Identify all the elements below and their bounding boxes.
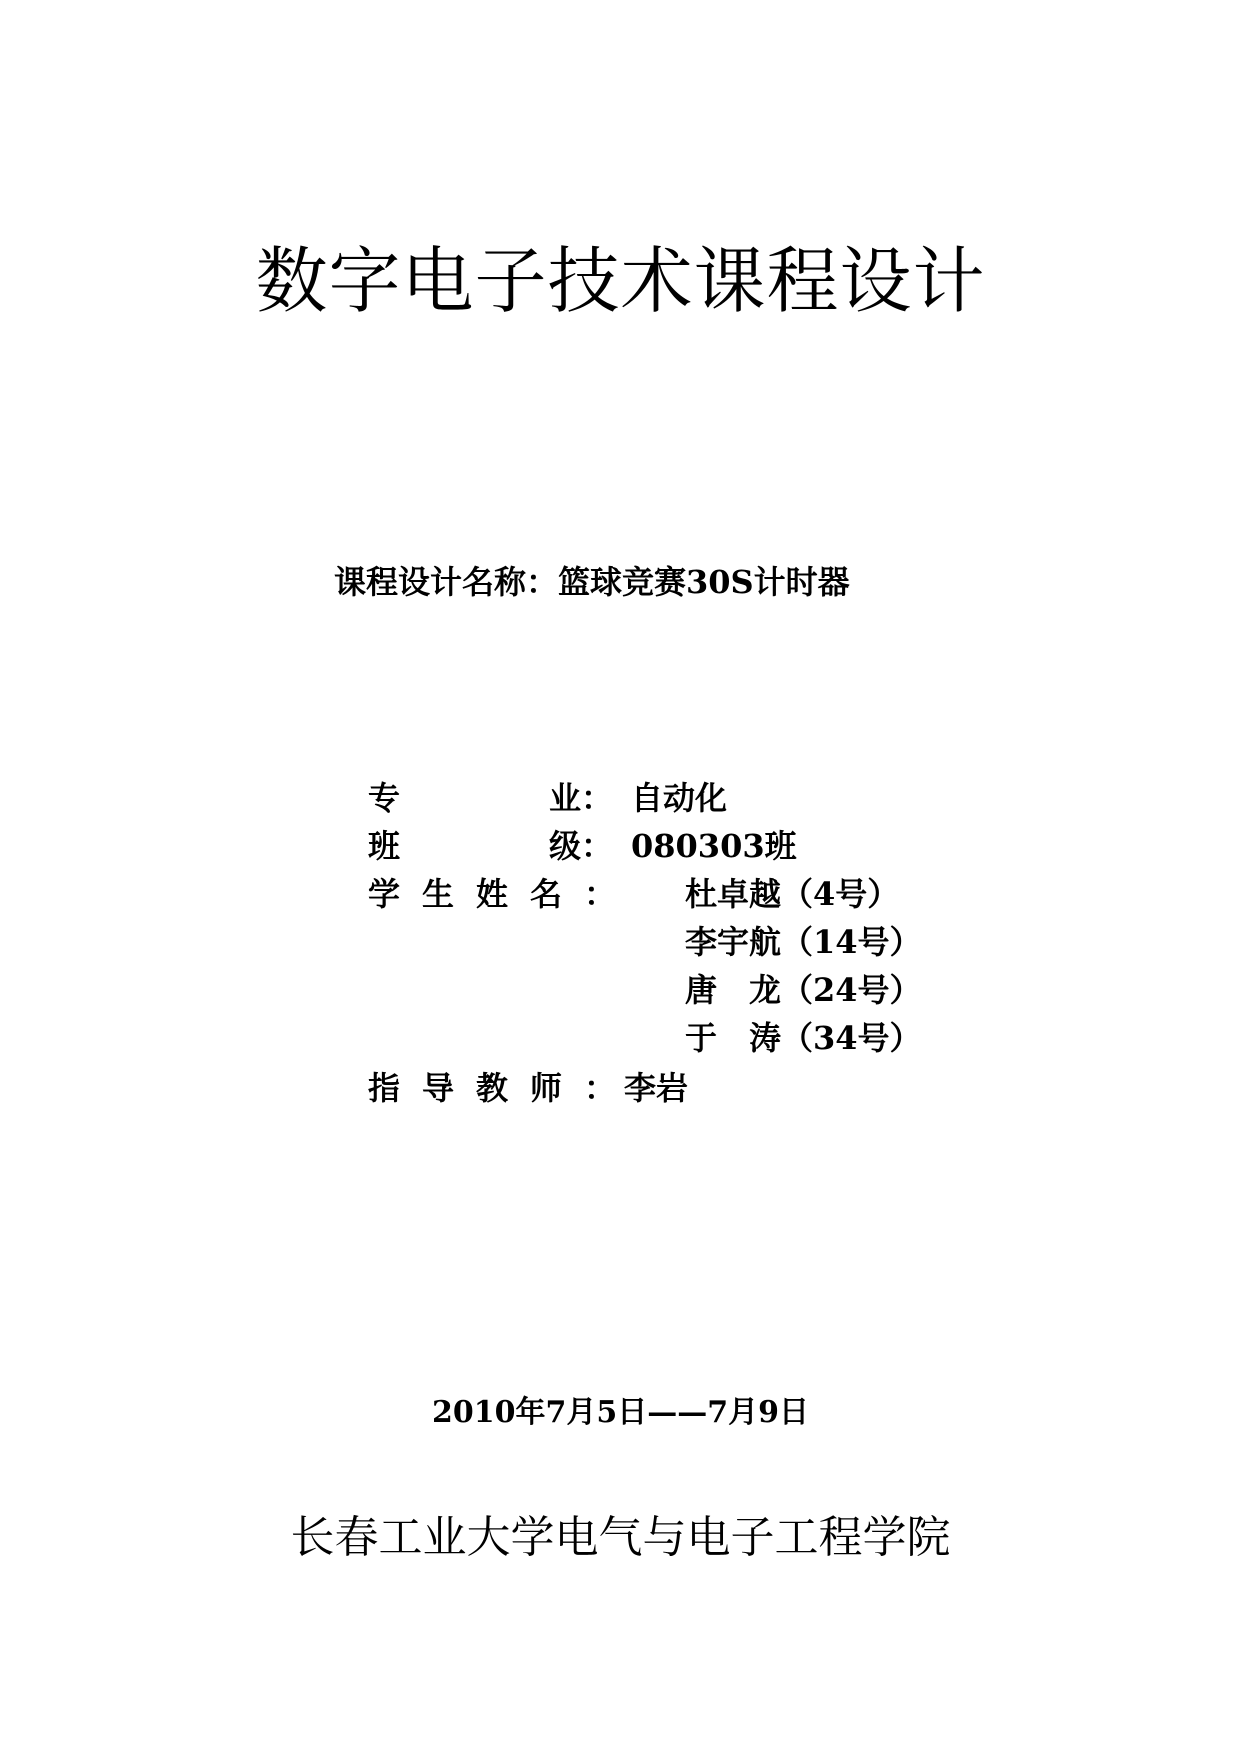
student-item: 于 涛（34号）	[685, 1019, 922, 1057]
document-title: 数字电子技术课程设计	[255, 239, 986, 323]
course-name-value: 篮球竞赛30S计时器	[558, 563, 850, 601]
student-item: 李宇航（14号）	[685, 923, 922, 961]
course-design-name	[334, 562, 850, 602]
major-value: 自动化	[631, 779, 728, 817]
class-label-first: 班	[368, 827, 401, 865]
design-dates: 2010年7月5日——7月9日	[432, 1395, 809, 1430]
class-value: 080303班	[631, 827, 797, 865]
student-item: 杜卓越（4号）	[685, 875, 900, 913]
advisor-value: 李岩	[624, 1069, 689, 1107]
major-label-first: 专	[368, 779, 401, 817]
school-name: 长春工业大学电气与电子工程学院	[290, 1512, 951, 1563]
course-name-label: 课程设计名称：	[334, 563, 559, 601]
class-label	[368, 826, 613, 866]
class-label-last: 级：	[548, 827, 613, 865]
major-label-last: 业：	[548, 779, 613, 817]
major-label	[368, 778, 613, 818]
advisor-label: 指导教师：	[368, 1069, 639, 1107]
students-label: 学生姓名：	[368, 875, 639, 913]
student-item: 唐 龙（24号）	[685, 971, 922, 1009]
